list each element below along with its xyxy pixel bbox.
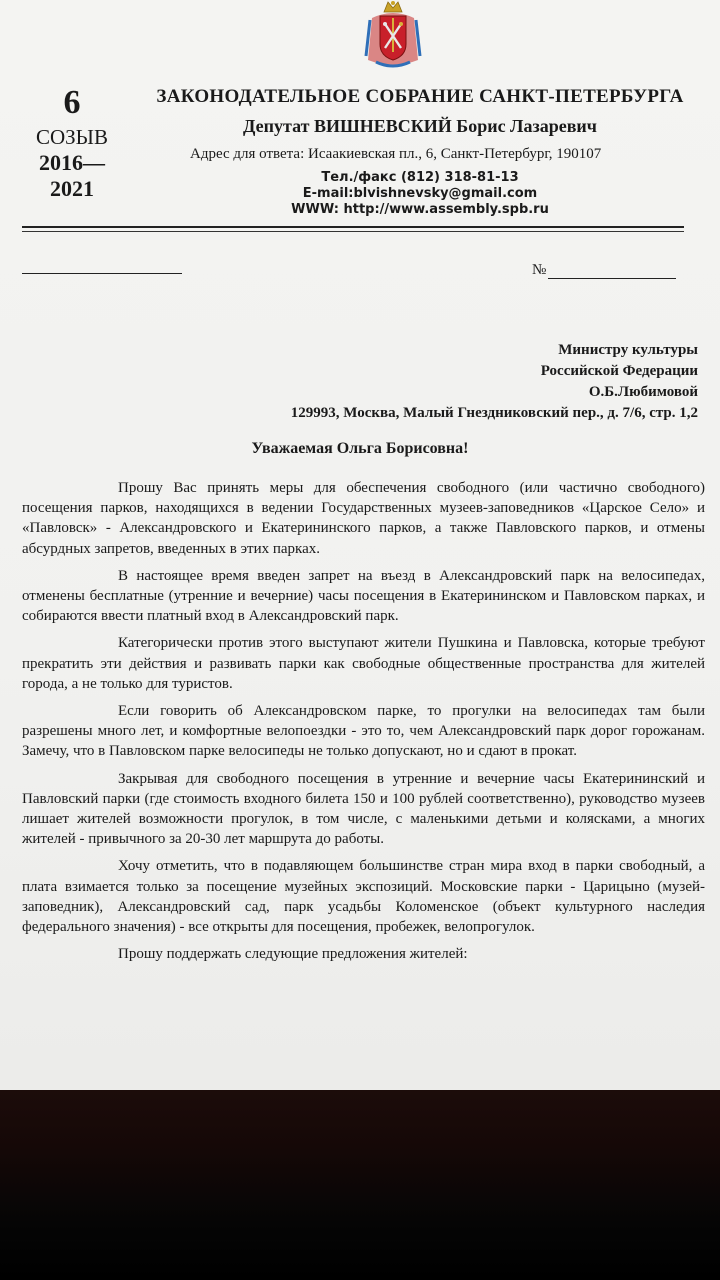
number-sign: № xyxy=(532,262,547,278)
organization-title: ЗАКОНОДАТЕЛЬНОЕ СОБРАНИЕ САНКТ-ПЕТЕРБУРГА xyxy=(156,86,684,107)
letter-body xyxy=(22,478,705,971)
header-divider-thick xyxy=(22,226,684,228)
body-paragraph: Если говорить об Александровском парке, то прогулки на велосипедах там были разрешены много лет, и комфортные велопоездки - это то, чем Александровский парк дорог горожанам. Замечу, что в Павловском парке велосипеды не только допускают, но и сдают в прокат. xyxy=(22,703,705,760)
addressee-line: Российской Федерации xyxy=(540,363,698,379)
addressee-block xyxy=(291,340,698,424)
document-number-field xyxy=(532,262,676,279)
date-blank-line xyxy=(22,273,182,274)
email-address: E-mail:blvishnevsky@gmail.com xyxy=(302,186,538,201)
body-paragraph: Прошу Вас принять меры для обеспечения свободного (или частично свободного) посещения парков, находящихся в ведении Государственных музеев-заповедников «Царское Село» и «Павловск» - Александровского и Екатерининского парков, а также Павловского парков, и отмены абсурдных запретов, введенных в этих парках. xyxy=(22,480,705,557)
addressee-line: О.Б.Любимовой xyxy=(588,384,698,400)
phone-fax: Тел./факс (812) 318-81-13 xyxy=(321,170,519,185)
convocation-year-end: 2021 xyxy=(50,176,94,201)
saint-petersburg-coat-of-arms-icon xyxy=(358,0,428,72)
number-blank-line xyxy=(548,278,676,279)
convocation-number: 6 xyxy=(63,84,81,121)
body-paragraph: Категорически против этого выступают жители Пушкина и Павловска, которые требуют прекратить эти действия и развивать парки как свободные общественные пространства для жителей города, а не только для туристов. xyxy=(22,635,705,692)
greeting: Уважаемая Ольга Борисовна! xyxy=(251,440,469,457)
desk-background xyxy=(0,1090,720,1280)
deputy-name: Депутат ВИШНЕВСКИЙ Борис Лазаревич xyxy=(243,116,597,136)
body-paragraph: Закрывая для свободного посещения в утренние и вечерние часы Екатерининский и Павловский парки (где стоимость входного билета 150 и 100 рублей соответственно), руководство музеев лишает жителей возможности прогулок, в том числе, с маленькими детьми и колясками, а многих жителей - привычного за 20-30 лет маршрута до работы. xyxy=(22,770,705,848)
convocation-year-start: 2016— xyxy=(39,150,105,175)
addressee-line: Министру культуры xyxy=(558,342,698,358)
website-address: WWW: http://www.assembly.spb.ru xyxy=(291,202,549,217)
addressee-address: 129993, Москва, Малый Гнездниковский пер., д. 7/6, стр. 1,2 xyxy=(290,405,698,421)
body-paragraph: В настоящее время введен запрет на въезд в Александровский парк на велосипедах, отменены бесплатные (утренние и вечерние) часы посещения в Екатерининском и Павловском парках, и собираются ввести платный вход в Александровский парк. xyxy=(22,567,705,625)
convocation-block xyxy=(22,84,122,202)
convocation-label: СОЗЫВ xyxy=(35,125,108,149)
reply-address: Адрес для ответа: Исаакиевская пл., 6, Санкт-Петербург, 190107 xyxy=(190,146,602,162)
body-paragraph: Хочу отметить, что в подавляющем большинстве стран мира вход в парки свободный, а плата взимается только за посещение музейных экспозиций. Московские парки - Царицыно (музей-заповедник), Александровский сад, парк усадьбы Коломенское (объект культурного наследия федерального значения) - все открыты для посещения, пробежек, велопрогулок. xyxy=(22,858,705,936)
body-paragraph: Прошу поддержать следующие предложения жителей: xyxy=(118,946,468,963)
header-divider-thin xyxy=(22,231,684,232)
